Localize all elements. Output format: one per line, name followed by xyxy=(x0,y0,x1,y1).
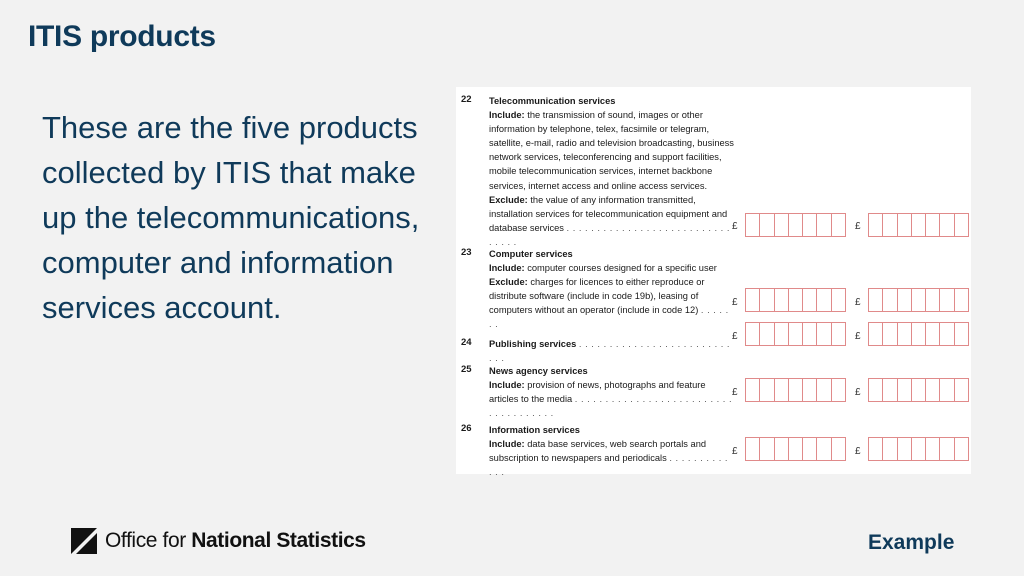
slide-title: ITIS products xyxy=(28,20,216,53)
currency-symbol: £ xyxy=(732,446,738,457)
item-heading: Information services xyxy=(489,425,580,435)
logo-text-light: Office for xyxy=(105,529,186,552)
leader-dots: . . . . . . . . . . . . . . . . . . . . . . . . . . . . xyxy=(489,339,730,364)
currency-symbol: £ xyxy=(732,221,738,232)
leader-dots: . . . . . . . . . . . . . xyxy=(489,453,728,478)
currency-symbol: £ xyxy=(732,297,738,308)
slide-body-text: These are the five products collected by ITIS that make up the telecommunications, computer and information services account. xyxy=(42,110,420,325)
item-code: 23 xyxy=(461,247,472,258)
amount-input-2[interactable] xyxy=(868,213,969,237)
example-label: Example xyxy=(868,531,955,554)
amount-input-1[interactable] xyxy=(745,288,846,312)
currency-symbol: £ xyxy=(732,331,738,342)
include-label: Include: xyxy=(489,380,525,391)
exclude-text: charges for licences to either reproduce or distribute software (include in code 19b), leasing of computers without an operator (include in code 12) xyxy=(489,277,705,316)
item-description xyxy=(489,423,734,479)
item-code: 25 xyxy=(461,364,472,375)
include-label: Include: xyxy=(489,439,525,450)
item-code: 26 xyxy=(461,423,472,434)
amount-input-2[interactable] xyxy=(868,322,969,346)
item-code: 24 xyxy=(461,337,472,348)
exclude-label: Exclude: xyxy=(489,194,528,205)
item-heading: Publishing services xyxy=(489,339,577,349)
item-description xyxy=(489,337,734,365)
item-description xyxy=(489,94,734,249)
exclude-label: Exclude: xyxy=(489,277,528,288)
amount-input-1[interactable] xyxy=(745,437,846,461)
exclude-text: the value of any information transmitted, installation services for telecommunication equipment and database services xyxy=(489,194,728,233)
amount-input-2[interactable] xyxy=(868,437,969,461)
include-text: the transmission of sound, images or other information by telephone, telex, facsimile or telegram, satellite, e-mail, radio and television broadcasting, business network services, teleconferencing and support facilities, mobile telecommunication services, internet backbone services, internet access and online access services. xyxy=(489,110,734,191)
currency-symbol: £ xyxy=(855,387,861,398)
item-description xyxy=(489,364,734,420)
include-text: computer courses designed for a specific user xyxy=(527,263,717,274)
amount-input-2[interactable] xyxy=(868,378,969,402)
amount-input-2[interactable] xyxy=(868,288,969,312)
item-code: 22 xyxy=(461,94,472,105)
logo-text-bold: National Statistics xyxy=(191,529,366,552)
currency-symbol: £ xyxy=(855,331,861,342)
leader-dots: . . . . . . . xyxy=(489,305,729,330)
amount-input-1[interactable] xyxy=(745,378,846,402)
currency-symbol: £ xyxy=(855,446,861,457)
item-heading: Computer services xyxy=(489,249,573,259)
amount-input-1[interactable] xyxy=(745,213,846,237)
include-text: data base services, web search portals and subscription to newspapers and periodicals xyxy=(489,439,707,464)
item-heading: News agency services xyxy=(489,366,588,376)
currency-symbol: £ xyxy=(732,387,738,398)
leader-dots: . . . . . . . . . . . . . . . . . . . . . . . . . . . . . . . . xyxy=(489,222,730,247)
item-description xyxy=(489,247,734,332)
currency-symbol: £ xyxy=(855,221,861,232)
leader-dots: . . . . . . . . . . . . . . . . . . . . . . . . . . . . . . . . . . . . . xyxy=(489,394,733,419)
currency-symbol: £ xyxy=(855,297,861,308)
include-text: provision of news, photographs and feature articles to the media xyxy=(489,380,706,405)
ons-logo-text xyxy=(105,529,366,553)
amount-input-1[interactable] xyxy=(745,322,846,346)
include-label: Include: xyxy=(489,110,525,121)
item-heading: Telecommunication services xyxy=(489,96,616,106)
include-label: Include: xyxy=(489,263,525,274)
ons-logo xyxy=(71,527,366,555)
form-excerpt-panel xyxy=(456,87,971,478)
ons-logo-icon xyxy=(71,528,97,554)
